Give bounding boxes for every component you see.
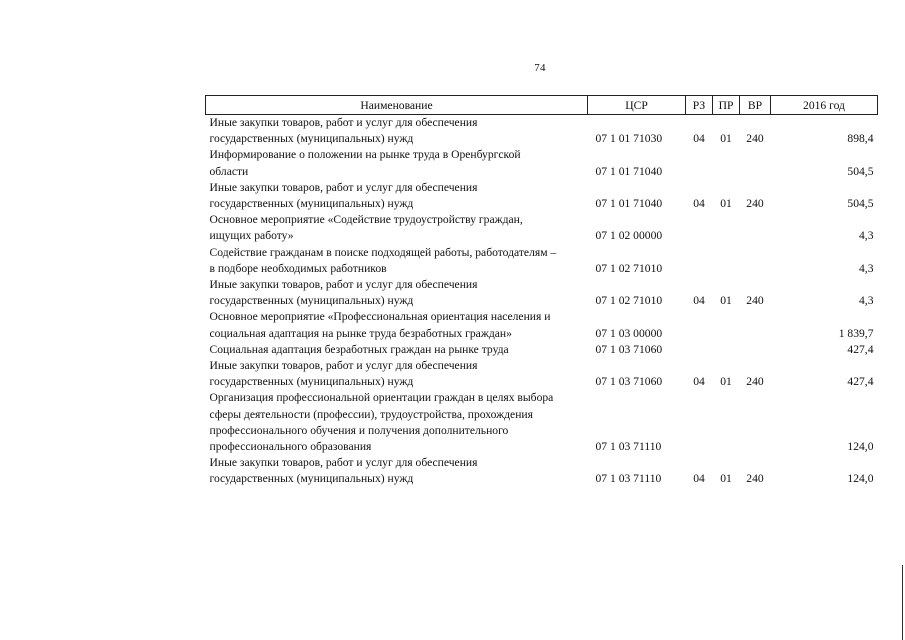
row-csr: 07 1 03 00000 [595, 326, 663, 340]
row-csr: 07 1 03 71110 [595, 472, 662, 486]
row-rz [686, 342, 713, 358]
row-csr: 07 1 03 71060 [595, 375, 663, 389]
row-name [206, 342, 588, 358]
row-vr [740, 342, 771, 358]
row-rz [686, 212, 713, 244]
row-rz: 04 [693, 472, 705, 486]
row-amount: 427,4 [847, 375, 874, 389]
table-row [206, 309, 878, 341]
row-pr: 01 [720, 472, 732, 486]
row-amount: 504,5 [847, 197, 874, 211]
row-name-line: ищущих работу» [209, 229, 294, 243]
row-pr [713, 309, 740, 341]
row-name-line: Социальная адаптация безработных граждан на рынке труда [209, 342, 509, 356]
row-vr [740, 309, 771, 341]
row-csr: 07 1 02 00000 [595, 229, 663, 243]
row-name-line: государственных (муниципальных) нужд [209, 197, 414, 211]
row-name-line: государственных (муниципальных) нужд [209, 375, 414, 389]
row-name-line: государственных (муниципальных) нужд [209, 472, 414, 486]
row-rz [686, 390, 713, 455]
row-name-line: профессионального обучения и получения дополнительного [209, 423, 509, 437]
row-name [206, 245, 588, 277]
table-row [206, 358, 878, 390]
table-row [206, 245, 878, 277]
table-header-row [206, 96, 878, 115]
row-name-line: сферы деятельности (профессии), трудоустройства, прохождения [209, 407, 533, 421]
row-csr: 07 1 02 71010 [595, 294, 663, 308]
table-body [206, 115, 878, 488]
row-vr: 240 [746, 132, 764, 146]
row-name [206, 212, 588, 244]
header-csr: ЦСР [588, 96, 686, 115]
row-amount: 124,0 [847, 472, 874, 486]
row-name-line: Основное мероприятие «Профессиональная ориентация населения и [209, 310, 551, 324]
row-csr: 07 1 01 71040 [595, 164, 663, 178]
row-pr [713, 245, 740, 277]
scan-edge-line [902, 565, 903, 640]
row-amount: 504,5 [847, 164, 874, 178]
row-rz [686, 147, 713, 179]
header-name: Наименование [206, 96, 588, 115]
table-row [206, 342, 878, 358]
row-name [206, 115, 588, 148]
row-name-line: области [209, 164, 249, 178]
row-name-line: Организация профессиональной ориентации граждан в целях выбора [209, 391, 554, 405]
row-vr: 240 [746, 197, 764, 211]
row-vr [740, 245, 771, 277]
row-rz: 04 [693, 132, 705, 146]
row-rz: 04 [693, 375, 705, 389]
row-name-line: Содействие гражданам в поиске подходящей работы, работодателям – [209, 245, 557, 259]
row-amount: 124,0 [847, 440, 874, 454]
row-rz: 04 [693, 294, 705, 308]
table-row [206, 277, 878, 309]
table-row [206, 212, 878, 244]
page-number: 74 [534, 62, 546, 74]
row-csr: 07 1 01 71030 [595, 132, 663, 146]
row-name [206, 180, 588, 212]
table-row [206, 180, 878, 212]
row-name [206, 358, 588, 390]
row-pr: 01 [720, 375, 732, 389]
row-pr [713, 147, 740, 179]
row-pr [713, 212, 740, 244]
row-vr [740, 147, 771, 179]
budget-table [205, 95, 878, 488]
row-pr [713, 390, 740, 455]
row-name-line: Иные закупки товаров, работ и услуг для обеспечения [209, 456, 478, 470]
row-amount: 4,3 [859, 229, 874, 243]
row-amount: 1 839,7 [838, 326, 874, 340]
row-csr: 07 1 03 71110 [595, 440, 662, 454]
row-name-line: Информирование о положении на рынке труда в Оренбургской [209, 148, 521, 162]
row-vr [740, 212, 771, 244]
row-amount: 898,4 [847, 132, 874, 146]
row-name [206, 277, 588, 309]
row-vr: 240 [746, 472, 764, 486]
header-pr: ПР [713, 96, 740, 115]
row-csr: 07 1 02 71010 [595, 261, 663, 275]
row-name-line: Иные закупки товаров, работ и услуг для обеспечения [209, 116, 478, 129]
header-year: 2016 год [771, 96, 878, 115]
header-rz: РЗ [686, 96, 713, 115]
table-row [206, 115, 878, 148]
row-pr: 01 [720, 132, 732, 146]
row-csr: 07 1 03 71060 [595, 342, 663, 356]
table-row [206, 390, 878, 455]
row-rz: 04 [693, 197, 705, 211]
row-vr [740, 390, 771, 455]
row-name-line: государственных (муниципальных) нужд [209, 132, 414, 146]
row-rz [686, 309, 713, 341]
row-amount: 427,4 [847, 342, 874, 356]
row-name-line: Иные закупки товаров, работ и услуг для обеспечения [209, 180, 478, 194]
row-pr: 01 [720, 197, 732, 211]
row-name [206, 390, 588, 455]
row-amount: 4,3 [859, 261, 874, 275]
row-vr: 240 [746, 294, 764, 308]
row-name-line: Иные закупки товаров, работ и услуг для обеспечения [209, 359, 478, 373]
row-name-line: социальная адаптация на рынке труда безработных граждан» [209, 326, 512, 340]
header-vr: ВР [740, 96, 771, 115]
row-name-line: Иные закупки товаров, работ и услуг для обеспечения [209, 278, 478, 292]
row-name [206, 309, 588, 341]
table-row [206, 147, 878, 179]
row-rz [686, 245, 713, 277]
row-name [206, 455, 588, 487]
row-name-line: в подборе необходимых работников [209, 261, 387, 275]
row-amount: 4,3 [859, 294, 874, 308]
row-name-line: государственных (муниципальных) нужд [209, 294, 414, 308]
table-row [206, 455, 878, 487]
row-pr: 01 [720, 294, 732, 308]
row-vr: 240 [746, 375, 764, 389]
row-name-line: профессионального образования [209, 440, 372, 454]
row-csr: 07 1 01 71040 [595, 197, 663, 211]
row-name-line: Основное мероприятие «Содействие трудоустройству граждан, [209, 213, 523, 227]
row-pr [713, 342, 740, 358]
row-name [206, 147, 588, 179]
